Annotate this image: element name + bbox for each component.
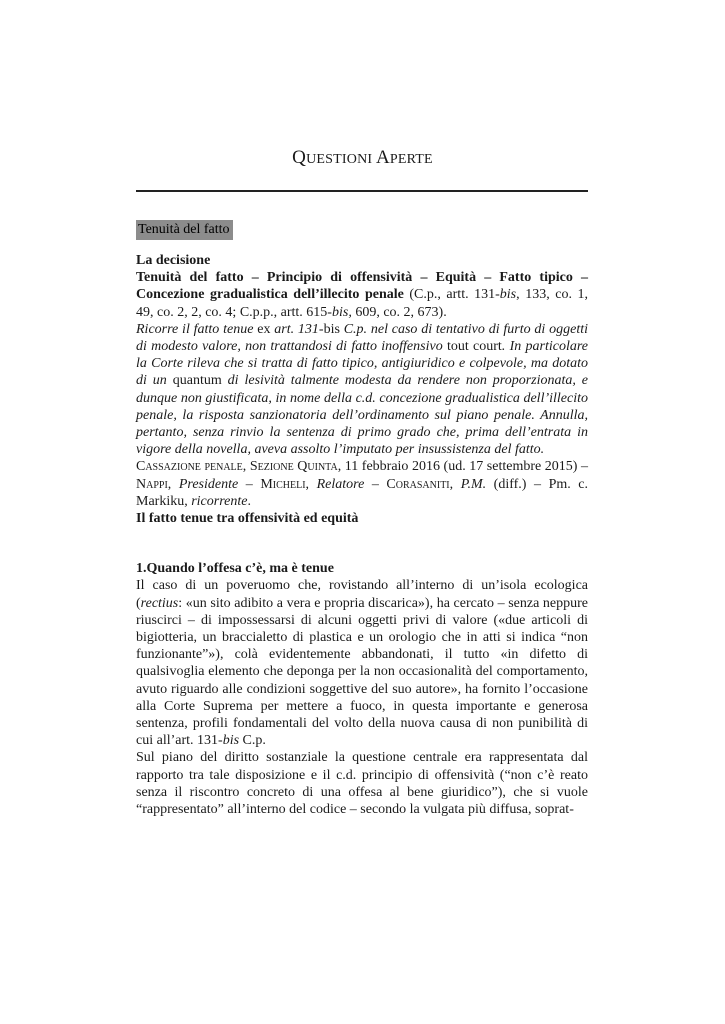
massima-tout-court: tout court — [446, 339, 502, 355]
role-appellant: ricorrente — [191, 493, 248, 509]
massima-4: . In particolare la Corte rileva che si tratta di fatto tipico, antigiuridico e colpevole, ma dotato di un — [136, 339, 589, 389]
article-body — [136, 252, 588, 818]
sep-d: – — [364, 476, 387, 492]
court-sep-1: , — [242, 459, 250, 475]
court-date: , 11 febbraio 2016 (ud. 17 settembre 2015) – — [337, 459, 588, 475]
court-tail: (diff.) – Pm. c. Markiku, — [136, 476, 589, 509]
headnote-refs-bis-2: bis, — [331, 304, 352, 320]
massima-quantum: quantum — [172, 373, 222, 389]
court-name: Cassazione penale — [136, 459, 243, 475]
section-heading-1: 1.Quando l’offesa c’è, ma è tenue — [136, 561, 334, 577]
sep-a: , — [167, 476, 179, 492]
massima-ex: ex — [257, 321, 271, 337]
role-pm: P.M. — [460, 476, 487, 492]
page-title — [0, 147, 725, 169]
paragraph-1 — [136, 577, 588, 749]
topic-badge: Tenuità del fatto — [136, 220, 233, 240]
title-part-2: PERTE — [389, 152, 433, 167]
court-citation — [136, 458, 588, 510]
headnote-refs-bis-1: bis — [499, 287, 517, 303]
court-end: . — [247, 493, 251, 509]
massima-bis: bis — [323, 321, 340, 337]
sep-b: – — [238, 476, 261, 492]
massima-3: C.p. nel caso di tentativo di furto di oggetti di modesto valore, non trattandosi di fatto inoffensivo — [136, 321, 589, 355]
p1-c: C.p. — [239, 733, 266, 749]
role-rapporteur: Relatore — [316, 476, 365, 492]
title-divider — [136, 190, 588, 192]
decision-label: La decisione — [136, 253, 211, 268]
sep-e: , — [449, 476, 461, 492]
paragraph-2: Sul piano del diritto sostanziale la questione centrale era rappresentata dal rapporto tra tale disposizione e il c.d. principio di offensività (“non c’è reato senza il riscontro concreto di una offesa al bene giuridico”), che si vuole “rappresentato” all’interno del codice – secondo la vulgata più diffusa, soprat- — [136, 750, 588, 818]
massima-2: art. 131- — [270, 321, 324, 337]
massima-1: Ricorre il fatto tenue — [136, 321, 258, 337]
court-section: Sezione Quinta — [249, 459, 338, 475]
judge-rapporteur: Micheli — [260, 476, 306, 492]
article-subtitle: Il fatto tenue tra offensività ed equità — [136, 511, 359, 527]
headnote — [136, 269, 588, 321]
title-initial-q: Q — [292, 147, 307, 168]
headnote-refs-3: 609, co. 2, 673). — [351, 304, 447, 320]
role-president: Presidente — [178, 476, 239, 492]
sep-c: , — [305, 476, 317, 492]
massima-5: di lesività talmente modesta da rendere non proporzionata, e dunque non giustificata, in nome della c.d. concezione gradualistica dell’illecito penale, la risposta sanzionatoria dell’ordinamento sul piano penale. Annulla, pertanto, senza rinvio la sentenza di primo grado che, prima dell’entrata in vigore della novella, aveva assolto l’imputato per insussistenza del fatto. — [136, 373, 589, 458]
p1-bis: bis — [222, 733, 240, 749]
title-initial-a: A — [375, 147, 390, 168]
judge-president: Nappi — [136, 476, 168, 492]
headnote-keywords: Tenuità del fatto – Principio di offensività – Equità – Fatto tipico – Concezione gradualistica dell’illecito penale — [136, 270, 588, 303]
headnote-refs-1: (C.p., artt. 131- — [403, 287, 500, 303]
headnote-refs-2: , 133, co. 1, 49, co. 2, 2, co. 4; C.p.p., artt. 615- — [136, 287, 588, 320]
title-part-1: UESTIONI — [306, 152, 376, 167]
p1-b: : «un sito adibito a vera e propria discarica»), ha cercato – senza neppure riuscirci – di impossessarsi di alcuni oggetti privi di valore («due articoli di bigiotteria, un braccialetto di plastica e un orologio che in atti si indica “non funzionante”»), colà evidentemente abbandonati, il tutto «in difetto di qualsivoglia elemento che deponga per la non occasionalità del comportamento, avuto riguardo alle condizioni soggettive del suo autore», ha fornito l’occasione alla Corte Suprema per mettere a fuoco, in questa importante e generosa sentenza, profili fondamentali del volto della nuova causa di non punibilità di cui all’art. 131- — [136, 595, 588, 749]
judge-pm: Corasaniti — [386, 476, 450, 492]
massima — [136, 321, 588, 459]
p1-rectius: rectius — [140, 595, 179, 611]
p1-a: Il caso di un poveruomo che, rovistando all’interno di un’isola ecologica ( — [136, 578, 588, 611]
